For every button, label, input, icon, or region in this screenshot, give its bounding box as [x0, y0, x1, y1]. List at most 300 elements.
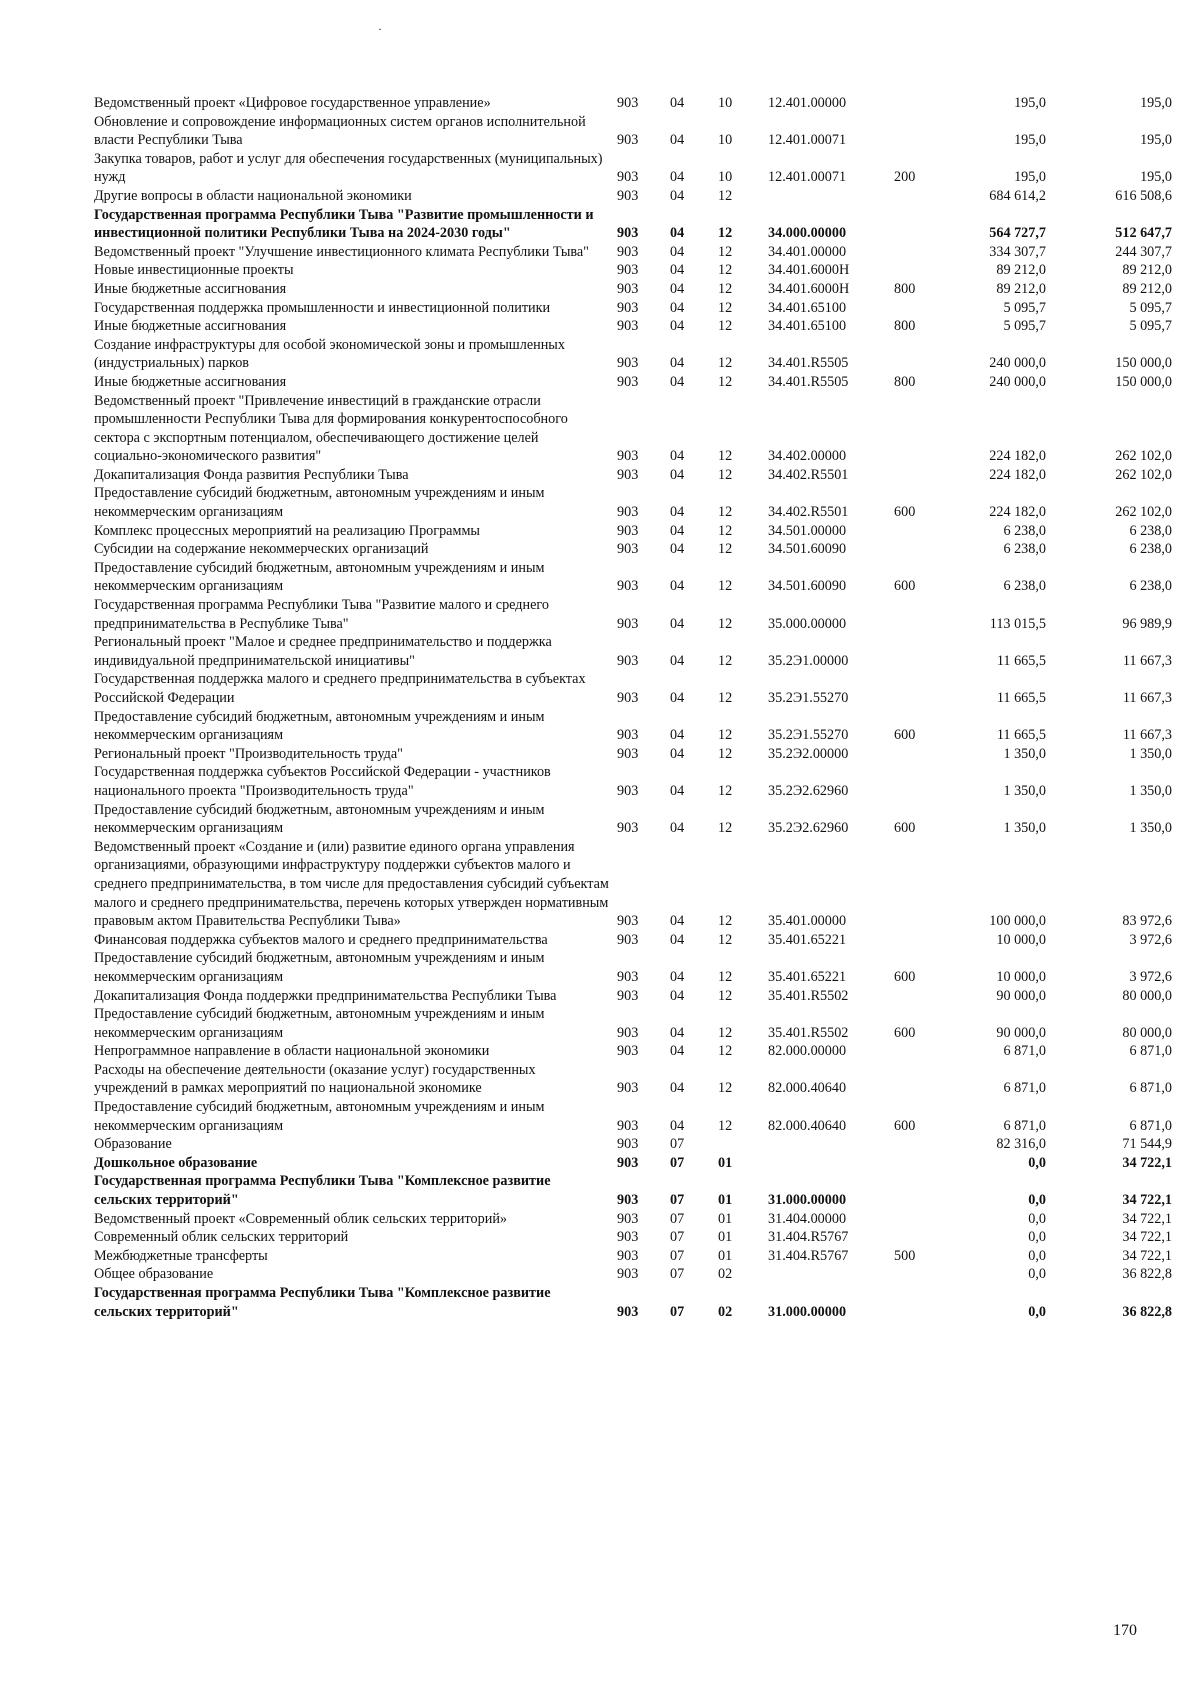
row-sum-year-2: 96 989,9 — [1122, 615, 1172, 632]
row-name: Образование — [94, 1136, 172, 1153]
table-row — [94, 150, 1174, 187]
row-expense-type — [886, 1135, 952, 1154]
row-target-article: 35.2Э2.62960 — [768, 782, 849, 799]
table-row — [94, 559, 1174, 596]
row-name: Государственная программа Республики Тыва "Развитие промышленности и инвестиционной политики Республики Тыва на 2024-2030 годы" — [94, 206, 594, 242]
row-subsection-code: 12 — [718, 782, 733, 799]
row-section-code: 04 — [670, 262, 685, 279]
table-row — [94, 1098, 1174, 1135]
row-name: Предоставление субсидий бюджетным, автономным учреждениям и иным некоммерческим организациям — [94, 950, 545, 985]
row-section-code: 04 — [670, 318, 685, 335]
row-sum-year-2: 80 000,0 — [1122, 1024, 1172, 1041]
row-sum-year-1: 10 000,0 — [996, 968, 1046, 985]
top-mark: · — [378, 22, 382, 36]
row-expense-type — [886, 243, 952, 262]
row-target-article: 12.401.00071 — [768, 169, 847, 186]
row-expense-type — [886, 540, 952, 559]
table-row — [94, 931, 1174, 950]
row-sum-year-2: 36 822,8 — [1122, 1266, 1172, 1283]
row-section-code: 07 — [670, 1247, 685, 1264]
row-expense-type: 500 — [894, 1247, 916, 1264]
row-target-article: 31.404.00000 — [768, 1210, 847, 1227]
row-section-code: 04 — [670, 1117, 685, 1134]
row-sum-year-1: 224 182,0 — [989, 466, 1046, 483]
row-admin-code: 903 — [617, 522, 639, 539]
row-subsection-code: 12 — [718, 318, 733, 335]
row-subsection-code: 12 — [718, 931, 733, 948]
row-name: Общее образование — [94, 1266, 214, 1283]
row-admin-code: 903 — [617, 913, 639, 930]
row-section-code: 04 — [670, 820, 685, 837]
row-section-code: 04 — [670, 987, 685, 1004]
row-name: Другие вопросы в области национальной экономики — [94, 187, 412, 204]
row-target-article: 34.501.60090 — [768, 541, 847, 558]
row-target-article: 12.401.00071 — [768, 132, 847, 149]
row-subsection-code: 12 — [718, 504, 733, 521]
row-expense-type — [886, 1284, 952, 1321]
row-admin-code: 903 — [617, 466, 639, 483]
row-section-code: 04 — [670, 504, 685, 521]
row-admin-code: 903 — [617, 262, 639, 279]
row-subsection-code: 12 — [718, 355, 733, 372]
row-target-article — [760, 1154, 886, 1173]
row-expense-type: 600 — [894, 1024, 916, 1041]
row-expense-type: 600 — [894, 504, 916, 521]
row-subsection-code: 12 — [718, 448, 733, 465]
row-target-article: 31.404.R5767 — [768, 1229, 849, 1246]
row-sum-year-1: 82 316,0 — [996, 1136, 1046, 1153]
row-sum-year-1: 240 000,0 — [989, 355, 1046, 372]
table-row — [94, 745, 1174, 764]
row-expense-type: 600 — [894, 727, 916, 744]
row-name: Дошкольное образование — [94, 1154, 258, 1171]
table-row — [94, 838, 1174, 931]
row-subsection-code — [712, 1135, 760, 1154]
row-name: Предоставление субсидий бюджетным, автономным учреждениям и иным некоммерческим организациям — [94, 485, 545, 521]
row-name: Государственная программа Республики Тыва "Комплексное развитие сельских территорий" — [94, 1173, 551, 1209]
row-admin-code: 903 — [617, 968, 639, 985]
row-sum-year-1: 90 000,0 — [996, 1024, 1046, 1041]
row-section-code: 07 — [670, 1229, 685, 1246]
row-sum-year-1: 100 000,0 — [989, 913, 1046, 930]
row-expense-type — [886, 522, 952, 541]
row-sum-year-1: 224 182,0 — [989, 504, 1046, 521]
table-row — [94, 763, 1174, 800]
row-section-code: 04 — [670, 1043, 685, 1060]
row-target-article: 82.000.40640 — [768, 1117, 847, 1134]
row-admin-code: 903 — [617, 987, 639, 1004]
row-expense-type — [886, 299, 952, 318]
row-section-code: 04 — [670, 132, 685, 149]
row-sum-year-1: 113 015,5 — [989, 615, 1046, 632]
row-expense-type — [886, 1210, 952, 1229]
row-name: Иные бюджетные ассигнования — [94, 280, 287, 297]
row-subsection-code: 12 — [718, 820, 733, 837]
row-subsection-code: 12 — [718, 466, 733, 483]
row-target-article: 34.401.65100 — [768, 318, 847, 335]
row-name: Создание инфраструктуры для особой экономической зоны и промышленных (индустриальных) парков — [94, 336, 565, 372]
row-admin-code: 903 — [617, 243, 639, 260]
row-sum-year-2: 34 722,1 — [1122, 1154, 1172, 1171]
row-target-article: 35.2Э1.55270 — [768, 727, 849, 744]
row-sum-year-2: 71 544,9 — [1122, 1136, 1172, 1153]
row-name: Ведомственный проект «Цифровое государственное управление» — [94, 95, 491, 111]
row-admin-code: 903 — [617, 187, 639, 204]
row-section-code: 07 — [670, 1154, 685, 1171]
row-sum-year-1: 0,0 — [1028, 1154, 1046, 1171]
row-sum-year-2: 262 102,0 — [1115, 466, 1172, 483]
row-section-code: 04 — [670, 652, 685, 669]
row-sum-year-2: 34 722,1 — [1122, 1229, 1172, 1246]
row-sum-year-1: 89 212,0 — [996, 262, 1046, 279]
row-name: Предоставление субсидий бюджетным, автономным учреждениям и иным некоммерческим организациям — [94, 801, 545, 837]
row-admin-code: 903 — [617, 931, 639, 948]
row-name: Государственная поддержка субъектов Российской Федерации - участников национального проекта "Производительность труда" — [94, 764, 551, 799]
row-admin-code: 903 — [617, 652, 639, 669]
row-admin-code: 903 — [617, 1192, 639, 1209]
row-expense-type: 800 — [894, 318, 916, 335]
row-target-article: 34.402.00000 — [768, 448, 847, 465]
row-subsection-code: 01 — [718, 1229, 733, 1246]
row-sum-year-1: 6 871,0 — [1003, 1080, 1046, 1097]
row-expense-type: 600 — [894, 820, 916, 837]
row-name: Непрограммное направление в области национальной экономики — [94, 1043, 490, 1060]
row-expense-type — [886, 1172, 952, 1209]
row-expense-type — [886, 670, 952, 707]
row-target-article: 35.401.00000 — [768, 913, 847, 930]
row-admin-code: 903 — [617, 355, 639, 372]
row-sum-year-2: 512 647,7 — [1115, 225, 1172, 242]
row-expense-type — [886, 987, 952, 1006]
row-sum-year-2: 11 667,3 — [1122, 652, 1172, 669]
row-admin-code: 903 — [617, 578, 639, 595]
row-expense-type — [886, 838, 952, 931]
row-subsection-code: 12 — [718, 578, 733, 595]
row-sum-year-2: 34 722,1 — [1122, 1210, 1172, 1227]
row-target-article: 12.401.00000 — [768, 95, 847, 111]
row-sum-year-2: 36 822,8 — [1122, 1303, 1172, 1320]
row-name: Расходы на обеспечение деятельности (оказание услуг) государственных учреждений в рамках мероприятий по национальной экономике — [94, 1061, 536, 1097]
row-sum-year-2: 262 102,0 — [1115, 448, 1172, 465]
row-target-article: 34.401.R5505 — [768, 373, 849, 390]
row-subsection-code: 10 — [718, 95, 733, 111]
row-target-article: 35.401.65221 — [768, 931, 847, 948]
row-sum-year-1: 6 238,0 — [1003, 578, 1046, 595]
row-admin-code: 903 — [617, 727, 639, 744]
table-row — [94, 1247, 1174, 1266]
table-row — [94, 987, 1174, 1006]
row-expense-type: 800 — [894, 280, 916, 297]
row-admin-code: 903 — [617, 690, 639, 706]
row-target-article: 34.402.R5501 — [768, 504, 849, 521]
table-row — [94, 633, 1174, 670]
row-name: Докапитализация Фонда развития Республики Тыва — [94, 466, 409, 483]
table-row — [94, 522, 1174, 541]
row-expense-type — [886, 187, 952, 206]
row-expense-type — [886, 113, 952, 150]
row-expense-type — [886, 596, 952, 633]
row-sum-year-1: 6 238,0 — [1003, 522, 1046, 539]
row-expense-type — [886, 206, 952, 243]
row-section-code: 04 — [670, 931, 685, 948]
row-expense-type — [886, 336, 952, 373]
row-name: Государственная программа Республики Тыва "Развитие малого и среднего предпринимательства в Республике Тыва" — [94, 597, 549, 632]
row-name: Государственная поддержка промышленности и инвестиционной политики — [94, 299, 551, 316]
row-expense-type — [886, 261, 952, 280]
table-row — [94, 1210, 1174, 1229]
row-sum-year-1: 0,0 — [1028, 1266, 1046, 1283]
row-admin-code: 903 — [617, 1266, 639, 1283]
row-section-code: 04 — [670, 727, 685, 744]
table-row — [94, 261, 1174, 280]
row-expense-type: 600 — [894, 968, 916, 985]
row-expense-type: 800 — [894, 373, 916, 390]
row-admin-code: 903 — [617, 1154, 639, 1171]
row-sum-year-1: 1 350,0 — [1003, 745, 1046, 762]
row-admin-code: 903 — [617, 373, 639, 390]
row-name: Ведомственный проект "Привлечение инвестиций в гражданские отрасли промышленности Республики Тыва для формирования конкурентоспособного сектора с экспортным потенциалом, обеспечивающего достижение целей социально-экономического развития" — [94, 392, 568, 465]
row-section-code: 04 — [670, 913, 685, 930]
row-name: Обновление и сопровождение информационных систем органов исполнительной власти Республики Тыва — [94, 113, 586, 149]
row-expense-type: 200 — [894, 169, 916, 186]
row-sum-year-1: 195,0 — [1014, 169, 1046, 186]
table-row — [94, 243, 1174, 262]
row-sum-year-2: 244 307,7 — [1115, 243, 1172, 260]
row-sum-year-1: 11 665,5 — [996, 690, 1046, 706]
row-name: Региональный проект "Производительность труда" — [94, 745, 403, 762]
row-sum-year-1: 11 665,5 — [996, 652, 1046, 669]
row-expense-type — [886, 763, 952, 800]
row-subsection-code: 12 — [718, 299, 733, 316]
row-sum-year-1: 240 000,0 — [989, 373, 1046, 390]
row-name: Предоставление субсидий бюджетным, автономным учреждениям и иным некоммерческим организациям — [94, 1006, 545, 1041]
table-row — [94, 336, 1174, 373]
row-sum-year-1: 334 307,7 — [989, 243, 1046, 260]
row-admin-code: 903 — [617, 1303, 639, 1320]
row-target-article: 34.000.00000 — [768, 225, 847, 242]
table-row — [94, 299, 1174, 318]
row-subsection-code: 01 — [718, 1154, 733, 1171]
row-subsection-code: 12 — [718, 243, 733, 260]
row-target-article — [760, 187, 886, 206]
table-row — [94, 1135, 1174, 1154]
row-sum-year-2: 11 667,3 — [1122, 727, 1172, 744]
row-name: Современный облик сельских территорий — [94, 1229, 349, 1246]
row-section-code: 07 — [670, 1192, 685, 1209]
row-target-article: 34.501.60090 — [768, 578, 847, 595]
table-row — [94, 373, 1174, 392]
row-subsection-code: 12 — [718, 968, 733, 985]
row-section-code: 07 — [670, 1136, 685, 1153]
row-subsection-code: 12 — [718, 187, 733, 204]
row-target-article: 34.401.R5505 — [768, 355, 849, 372]
table-row — [94, 670, 1174, 707]
row-subsection-code: 01 — [718, 1210, 733, 1227]
page-number: 170 — [1113, 1622, 1137, 1639]
row-expense-type: 600 — [894, 578, 916, 595]
row-admin-code: 903 — [617, 1210, 639, 1227]
row-name: Ведомственный проект «Создание и (или) развитие единого органа управления организациями, образующими инфраструктуру поддержки субъектов малого и среднего предпринимательства, в том числе для предоставления субсидий субъектам малого и среднего предпринимательства, перечень которых утвержден нормативным правовым актом Правительства Республики Тыва» — [94, 838, 609, 930]
row-admin-code: 903 — [617, 504, 639, 521]
row-expense-type — [886, 745, 952, 764]
row-section-code: 07 — [670, 1303, 685, 1320]
row-subsection-code: 12 — [718, 690, 733, 706]
row-name: Комплекс процессных мероприятий на реализацию Программы — [94, 522, 480, 539]
row-section-code: 04 — [670, 243, 685, 260]
row-name: Ведомственный проект «Современный облик сельских территорий» — [94, 1210, 508, 1227]
row-sum-year-2: 34 722,1 — [1122, 1192, 1172, 1209]
row-target-article: 31.000.00000 — [768, 1303, 847, 1320]
row-sum-year-2: 195,0 — [1140, 95, 1172, 111]
row-subsection-code: 12 — [718, 727, 733, 744]
table-row — [94, 1154, 1174, 1173]
table-row — [94, 466, 1174, 485]
row-sum-year-2: 6 871,0 — [1129, 1117, 1172, 1134]
row-subsection-code: 12 — [718, 1024, 733, 1041]
row-section-code: 04 — [670, 169, 685, 186]
row-admin-code: 903 — [617, 745, 639, 762]
row-sum-year-1: 1 350,0 — [1003, 820, 1046, 837]
row-section-code: 04 — [670, 782, 685, 799]
row-subsection-code: 12 — [718, 913, 733, 930]
row-target-article: 31.000.00000 — [768, 1192, 847, 1209]
row-admin-code: 903 — [617, 541, 639, 558]
row-expense-type: 600 — [894, 1117, 916, 1134]
row-section-code: 04 — [670, 95, 685, 111]
row-name: Предоставление субсидий бюджетным, автономным учреждениям и иным некоммерческим организациям — [94, 1099, 545, 1134]
table-row — [94, 949, 1174, 986]
row-admin-code: 903 — [617, 1229, 639, 1246]
row-target-article: 34.401.6000Н — [768, 262, 850, 279]
row-sum-year-2: 34 722,1 — [1122, 1247, 1172, 1264]
row-sum-year-2: 89 212,0 — [1122, 262, 1172, 279]
row-section-code: 04 — [670, 299, 685, 316]
row-admin-code: 903 — [617, 615, 639, 632]
table-row — [94, 1172, 1174, 1209]
row-name: Новые инвестиционные проекты — [94, 262, 294, 279]
row-expense-type — [886, 466, 952, 485]
row-target-article: 34.401.65100 — [768, 299, 847, 316]
row-sum-year-2: 6 238,0 — [1129, 578, 1172, 595]
row-admin-code: 903 — [617, 1117, 639, 1134]
row-sum-year-2: 1 350,0 — [1129, 745, 1172, 762]
row-section-code: 04 — [670, 373, 685, 390]
row-section-code: 04 — [670, 541, 685, 558]
row-target-article — [760, 1265, 886, 1284]
row-section-code: 04 — [670, 578, 685, 595]
row-section-code: 04 — [670, 522, 685, 539]
table-row — [94, 1228, 1174, 1247]
row-target-article: 34.402.R5501 — [768, 466, 849, 483]
row-name: Субсидии на содержание некоммерческих организаций — [94, 541, 429, 558]
row-admin-code: 903 — [617, 448, 639, 465]
row-name: Предоставление субсидий бюджетным, автономным учреждениям и иным некоммерческим организациям — [94, 708, 545, 744]
row-sum-year-2: 616 508,6 — [1115, 187, 1172, 204]
row-sum-year-1: 6 871,0 — [1003, 1117, 1046, 1134]
table-row — [94, 1042, 1174, 1061]
row-expense-type — [886, 931, 952, 950]
table-row — [94, 187, 1174, 206]
row-sum-year-2: 3 972,6 — [1129, 968, 1172, 985]
row-name: Региональный проект "Малое и среднее предпринимательство и поддержка индивидуальной предпринимательской инициативы" — [94, 634, 552, 669]
row-admin-code: 903 — [617, 1136, 639, 1153]
row-sum-year-1: 5 095,7 — [1003, 318, 1046, 335]
table-row — [94, 317, 1174, 336]
row-name: Предоставление субсидий бюджетным, автономным учреждениям и иным некоммерческим организациям — [94, 559, 545, 595]
row-subsection-code: 12 — [718, 225, 733, 242]
row-subsection-code: 02 — [718, 1266, 733, 1283]
row-admin-code: 903 — [617, 1247, 639, 1264]
row-sum-year-1: 195,0 — [1014, 132, 1046, 149]
table-body — [94, 94, 1174, 1321]
row-sum-year-2: 89 212,0 — [1122, 280, 1172, 297]
table-row — [94, 708, 1174, 745]
row-name: Закупка товаров, работ и услуг для обеспечения государственных (муниципальных) нужд — [94, 150, 603, 186]
row-sum-year-2: 150 000,0 — [1115, 373, 1172, 390]
row-expense-type — [886, 1265, 952, 1284]
row-subsection-code: 10 — [718, 169, 733, 186]
table-row — [94, 540, 1174, 559]
table-row — [94, 280, 1174, 299]
row-sum-year-1: 0,0 — [1028, 1192, 1046, 1209]
row-sum-year-2: 83 972,6 — [1122, 913, 1172, 930]
table-row — [94, 94, 1174, 113]
table-row — [94, 596, 1174, 633]
row-sum-year-2: 1 350,0 — [1129, 820, 1172, 837]
row-admin-code: 903 — [617, 169, 639, 186]
row-expense-type — [886, 1042, 952, 1061]
row-sum-year-1: 0,0 — [1028, 1210, 1046, 1227]
row-name: Ведомственный проект "Улучшение инвестиционного климата Республики Тыва" — [94, 243, 589, 260]
row-target-article: 34.501.00000 — [768, 522, 847, 539]
row-subsection-code: 12 — [718, 373, 733, 390]
row-section-code: 04 — [670, 187, 685, 204]
row-subsection-code: 12 — [718, 522, 733, 539]
row-target-article: 35.2Э2.62960 — [768, 820, 849, 837]
row-name: Иные бюджетные ассигнования — [94, 318, 287, 335]
table-row — [94, 1265, 1174, 1284]
row-subsection-code: 12 — [718, 262, 733, 279]
row-expense-type — [886, 1061, 952, 1098]
row-section-code: 07 — [670, 1210, 685, 1227]
row-admin-code: 903 — [617, 1043, 639, 1060]
row-subsection-code: 12 — [718, 1043, 733, 1060]
row-sum-year-2: 3 972,6 — [1129, 931, 1172, 948]
row-sum-year-1: 11 665,5 — [996, 727, 1046, 744]
row-name: Финансовая поддержка субъектов малого и среднего предпринимательства — [94, 931, 548, 948]
table-row — [94, 1005, 1174, 1042]
row-target-article: 31.404.R5767 — [768, 1247, 849, 1264]
row-admin-code: 903 — [617, 318, 639, 335]
row-sum-year-2: 195,0 — [1140, 132, 1172, 149]
row-target-article: 82.000.00000 — [768, 1043, 847, 1060]
row-section-code: 04 — [670, 448, 685, 465]
row-subsection-code: 12 — [718, 652, 733, 669]
row-sum-year-2: 262 102,0 — [1115, 504, 1172, 521]
row-section-code: 04 — [670, 745, 685, 762]
row-sum-year-2: 5 095,7 — [1129, 318, 1172, 335]
row-admin-code: 903 — [617, 280, 639, 297]
table-row — [94, 1061, 1174, 1098]
row-subsection-code: 12 — [718, 615, 733, 632]
table-row — [94, 1284, 1174, 1321]
row-target-article: 82.000.40640 — [768, 1080, 847, 1097]
row-subsection-code: 01 — [718, 1247, 733, 1264]
row-section-code: 04 — [670, 1024, 685, 1041]
row-section-code: 04 — [670, 615, 685, 632]
row-sum-year-1: 0,0 — [1028, 1229, 1046, 1246]
row-sum-year-2: 6 238,0 — [1129, 522, 1172, 539]
